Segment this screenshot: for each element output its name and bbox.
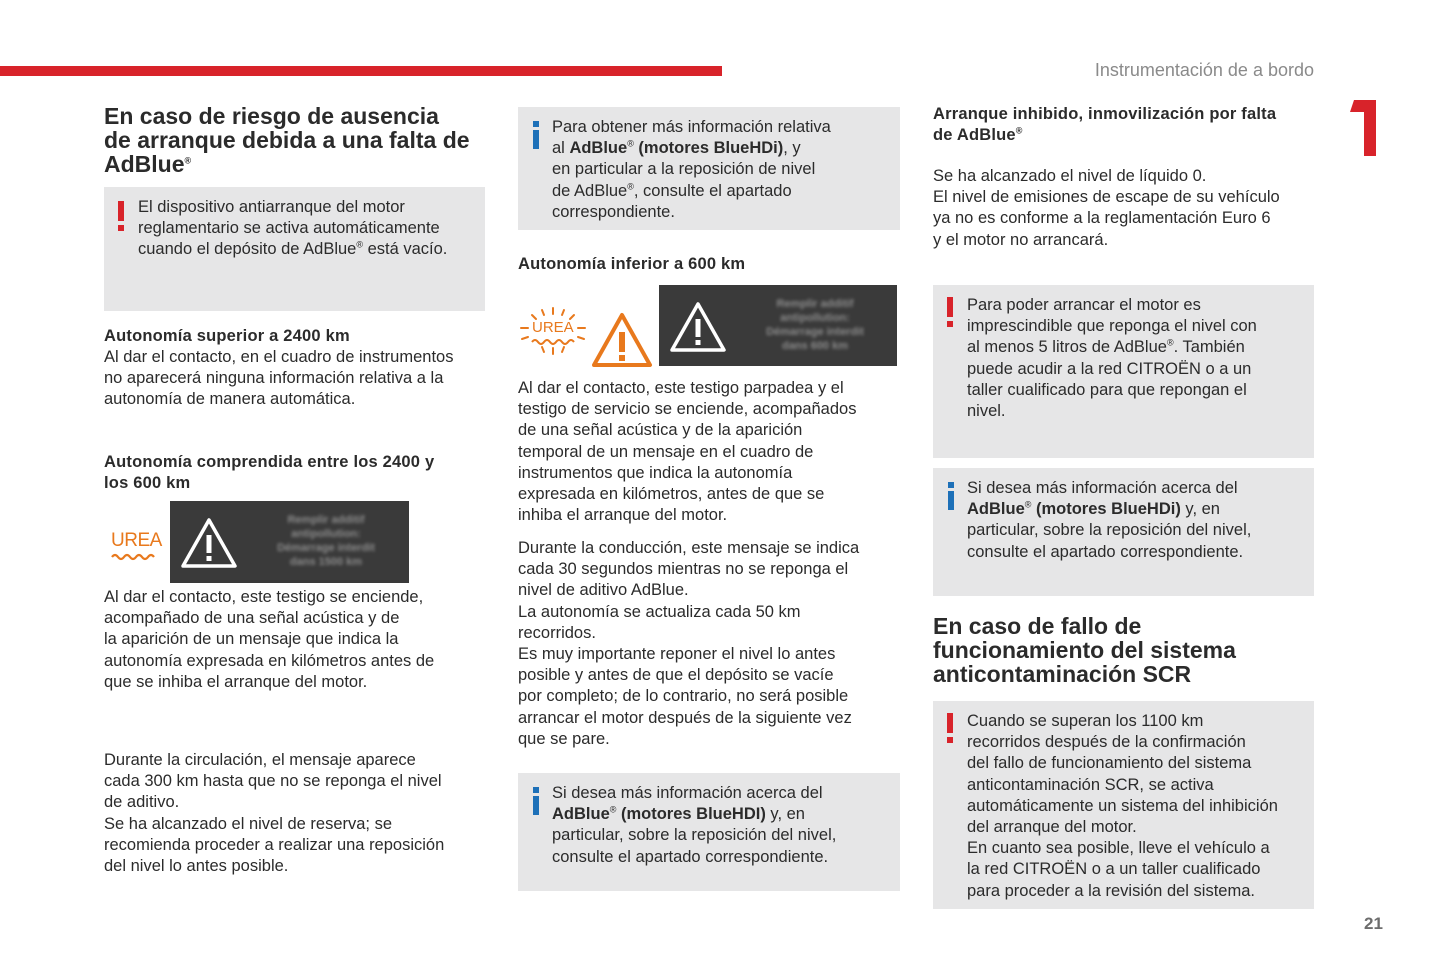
- paragraph-2400: Al dar el contacto, en el cuadro de instrumentos no aparecerá ninguna información relativa a la autonomía de manera automática.: [104, 348, 454, 409]
- heading-start-inhibited: Arranque inhibido, inmovilización por falta de AdBlue®: [933, 105, 1277, 144]
- page-number: 21: [1364, 914, 1383, 933]
- urea-warning-lamp-icon: UREA: [111, 530, 165, 564]
- info-text: Si desea más información acerca del AdBlue® (motores BlueHDi) y, en particular, sobre la reposición del nivel, consulte el apartado correspondiente.: [967, 479, 1252, 561]
- block-scr-title: [933, 614, 1315, 686]
- info-box-adblue-more: [518, 773, 900, 891]
- warning-box-antistart: [104, 187, 485, 311]
- paragraph-inhibited: Se ha alcanzado el nivel de líquido 0. El nivel de emisiones de escape de su vehículo ya no es conforme a la reglamentación Euro 6 y el motor no arrancará.: [933, 167, 1280, 249]
- urea-flashing-lamp-icon: UREA: [518, 306, 588, 356]
- info-text: Si desea más información acerca del AdBlue® (motores BlueHDI) y, en particular, sobre la reposición del nivel, consulte el apartado correspondiente.: [552, 784, 837, 866]
- warning-text: Para poder arrancar el motor es imprescindible que reponga el nivel con al menos 5 litros de AdBlue®. También puede acudir a la red CITROËN o a un taller cualificado para que repongan el nivel.: [967, 296, 1257, 421]
- instrument-display-600: [659, 285, 897, 366]
- block-inhibited: [933, 104, 1315, 251]
- heading-2400: Autonomía superior a 2400 km: [104, 327, 350, 345]
- block-600: [518, 254, 900, 275]
- section-title: Instrumentación de a bordo: [1094, 60, 1314, 80]
- chapter-number: [1350, 100, 1376, 156]
- info-icon: [945, 482, 957, 510]
- display-message: Remplir additif antipollution: Démarrage interdit dans 1500 km: [277, 514, 375, 568]
- warning-text: Cuando se superan los 1100 km recorridos después de la confirmación del fallo de funcionamiento del sistema anticontaminación SCR, se activa automáticamente un sistema del inhibición del arranque del motor. En cuanto sea posible, lleve el vehículo a la red CITROËN o a un taller cualificado para proceder a la revisión del sistema.: [967, 712, 1278, 900]
- info-icon: [530, 121, 542, 149]
- exclamation-icon: [945, 297, 955, 329]
- warning-triangle-icon: [669, 301, 727, 353]
- info-text: Para obtener más información relativa al AdBlue® (motores BlueHDi), y en particular a la reposición de nivel de AdBlue®, consulte el apartado correspondiente.: [552, 118, 831, 221]
- service-warning-icon: [591, 312, 653, 368]
- exclamation-icon: [116, 201, 126, 233]
- block-range-text: [104, 587, 486, 693]
- paragraph-600: Al dar el contacto, este testigo parpadea y el testigo de servicio se enciende, acompañados de una señal acústica y de la aparición temporal de un mensaje en el cuadro de instrumentos que indica la autonomía expresada en kilómetros, antes de que se inhiba el arranque del motor.: [518, 379, 857, 525]
- warning-text: El dispositivo antiarranque del motor reglamentario se activa automáticamente cuando el depósito de AdBlue® está vacío.: [138, 198, 448, 259]
- paragraph-circulation: Durante la circulación, el mensaje aparece cada 300 km hasta que no se reponga el nivel de aditivo. Se ha alcanzado el nivel de reserva; se recomienda proceder a realizar una reposición del nivel lo antes posible.: [104, 751, 445, 876]
- heading-risk-no-start: En caso de riesgo de ausencia de arranque debida a una falta de AdBlue®: [104, 103, 470, 177]
- block-driving: [518, 538, 900, 750]
- warning-box-refill-5l: [933, 285, 1314, 458]
- block-circulation: [104, 750, 486, 877]
- block-2400: [104, 326, 486, 411]
- warning-box-scr: [933, 701, 1314, 909]
- warning-triangle-icon: [180, 517, 238, 569]
- heading-scr-failure: En caso de fallo de funcionamiento del sistema anticontaminación SCR: [933, 613, 1236, 687]
- info-box-adblue-refill: [518, 107, 900, 230]
- block-600-text: [518, 378, 900, 526]
- heading-600: Autonomía inferior a 600 km: [518, 255, 746, 273]
- heading-range: Autonomía comprendida entre los 2400 y los 600 km: [104, 453, 435, 492]
- header-red-bar: [0, 66, 722, 76]
- column-1: [104, 104, 486, 176]
- display-message: Remplir additif antipollution: Démarrage interdit dans 600 km: [766, 298, 864, 352]
- info-box-adblue-col3: [933, 468, 1314, 596]
- paragraph-driving: Durante la conducción, este mensaje se indica cada 30 segundos mientras no se reponga el nivel de aditivo AdBlue. La autonomía se actualiza cada 50 km recorridos. Es muy importante reponer el nivel lo antes posible y antes de que el depósito se vacíe por completo; de lo contrario, no será posible arrancar el motor después de la siguiente vez que se pare.: [518, 539, 860, 748]
- exclamation-icon: [945, 713, 955, 745]
- instrument-display-1500: [170, 501, 409, 583]
- paragraph-range: Al dar el contacto, este testigo se enciende, acompañado de una señal acústica y de la aparición de un mensaje que indica la autonomía expresada en kilómetros antes de que se inhiba el arranque del motor.: [104, 588, 435, 691]
- info-icon: [530, 787, 542, 815]
- block-range: [104, 452, 486, 494]
